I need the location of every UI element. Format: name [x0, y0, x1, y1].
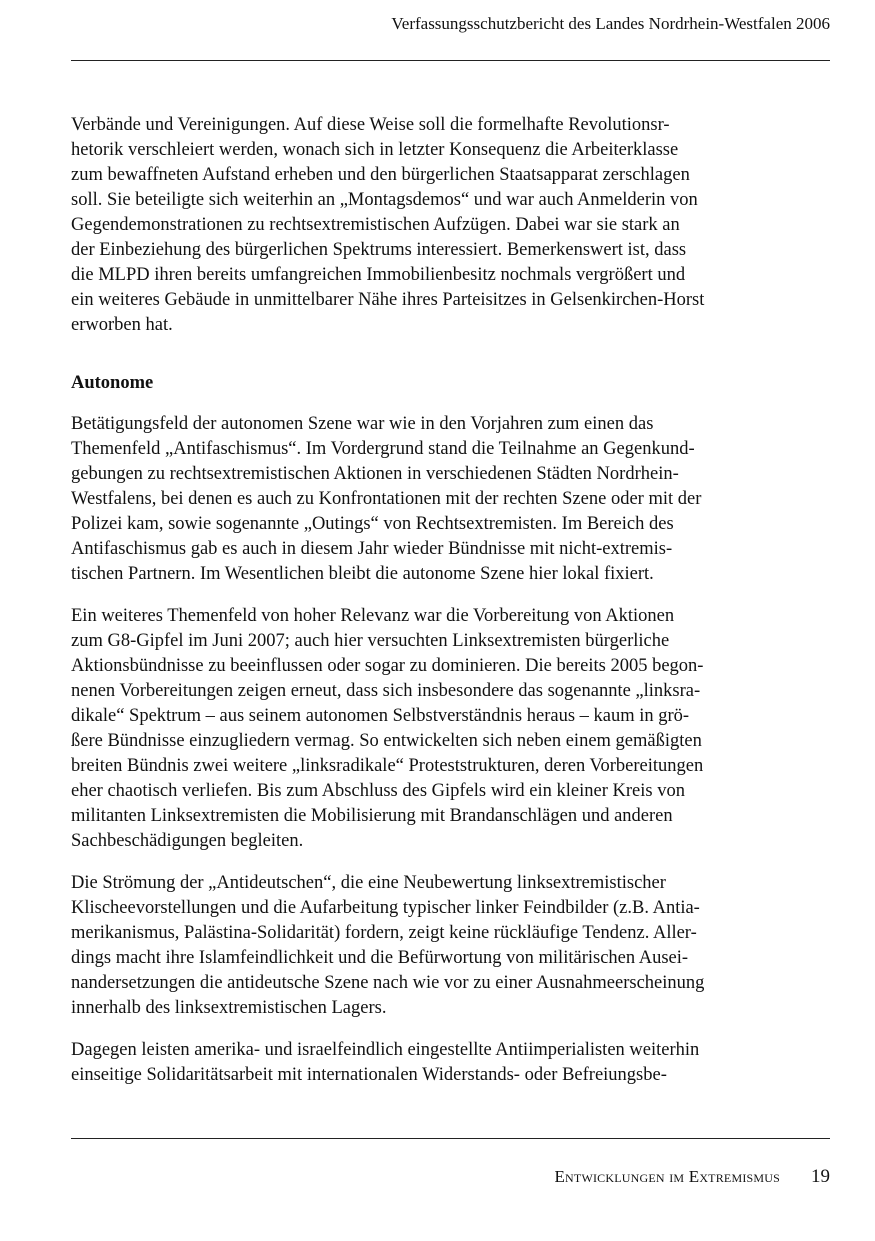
running-header: Verfassungsschutzbericht des Landes Nordrhein-Westfalen 2006: [391, 14, 830, 33]
text-line: die MLPD ihren bereits umfangreichen Immobilienbesitz nochmals vergrößert und: [71, 265, 686, 285]
text-line: nandersetzungen die antideutsche Szene nach wie vor zu einer Ausnahmeerscheinung: [71, 973, 705, 993]
text-line: militanten Linksextremisten die Mobilisierung mit Brandanschlägen und anderen: [71, 806, 673, 826]
paragraph-antideutsche: [71, 871, 791, 1021]
text-line: Gegendemonstrationen zu rechtsextremistischen Aufzügen. Dabei war sie stark an: [71, 215, 680, 235]
text-line: gebungen zu rechtsextremistischen Aktionen in verschiedenen Städten Nordrhein-: [71, 464, 679, 484]
footer-rule: [71, 1138, 830, 1139]
paragraph-antifaschismus: [71, 412, 791, 587]
text-line: zum bewaffneten Aufstand erheben und den bürgerlichen Staatsapparat zerschlagen: [71, 165, 690, 185]
text-line: eher chaotisch verliefen. Bis zum Abschluss des Gipfels wird ein kleiner Kreis von: [71, 781, 685, 801]
text-line: Ein weiteres Themenfeld von hoher Relevanz war die Vorbereitung von Aktionen: [71, 606, 675, 626]
text-line: Aktionsbündnisse zu beeinflussen oder sogar zu dominieren. Die bereits 2005 begon-: [71, 656, 704, 676]
text-line: einseitige Solidaritätsarbeit mit internationalen Widerstands- oder Befreiungsbe-: [71, 1065, 667, 1085]
paragraph-antiimperialisten: [71, 1038, 791, 1088]
header-rule: [71, 60, 830, 61]
text-line: ein weiteres Gebäude in unmittelbarer Nähe ihres Parteisitzes in Gelsenkirchen-Horst: [71, 290, 705, 310]
text-line: innerhalb des linksextremistischen Lagers.: [71, 998, 387, 1018]
text-line: ßere Bündnisse einzugliedern vermag. So entwickelten sich neben einem gemäßigten: [71, 731, 702, 751]
running-footer: [554, 1166, 830, 1188]
text-line: soll. Sie beteiligte sich weiterhin an „Montagsdemos“ und war auch Anmelderin von: [71, 190, 698, 210]
text-line: Antifaschismus gab es auch in diesem Jahr wieder Bündnisse mit nicht-extremis-: [71, 539, 673, 559]
page-body: [71, 113, 791, 1105]
text-line: Klischeevorstellungen und die Aufarbeitung typischer linker Feindbilder (z.B. Antia-: [71, 898, 700, 918]
footer-section-title: Entwicklungen im Extremismus: [554, 1167, 780, 1186]
text-line: zum G8-Gipfel im Juni 2007; auch hier versuchten Linksextremisten bürgerliche: [71, 631, 670, 651]
text-line: Betätigungsfeld der autonomen Szene war wie in den Vorjahren zum einen das: [71, 414, 654, 434]
section-heading-autonome: Autonome: [71, 373, 154, 393]
text-line: Verbände und Vereinigungen. Auf diese Weise soll die formelhafte Revolutionsr-: [71, 115, 670, 135]
page-number: 19: [811, 1166, 830, 1187]
text-line: Polizei kam, sowie sogenannte „Outings“ von Rechtsextremisten. Im Bereich des: [71, 514, 674, 534]
text-line: nenen Vorbereitungen zeigen erneut, dass sich insbesondere das sogenannte „linksra-: [71, 681, 701, 701]
text-line: merikanismus, Palästina-Solidarität) fordern, zeigt keine rückläufige Tendenz. Aller-: [71, 923, 697, 943]
text-line: Die Strömung der „Antideutschen“, die eine Neubewertung linksextremistischer: [71, 873, 666, 893]
paragraph-mlpd-continuation: [71, 113, 791, 338]
text-line: breiten Bündnis zwei weitere „linksradikale“ Proteststrukturen, deren Vorbereitungen: [71, 756, 704, 776]
paragraph-g8-gipfel: [71, 604, 791, 854]
text-line: Themenfeld „Antifaschismus“. Im Vordergrund stand die Teilnahme an Gegenkund-: [71, 439, 695, 459]
text-line: dings macht ihre Islamfeindlichkeit und die Befürwortung von militärischen Ausei-: [71, 948, 689, 968]
text-line: der Einbeziehung des bürgerlichen Spektrums interessiert. Bemerkenswert ist, dass: [71, 240, 687, 260]
text-line: hetorik verschleiert werden, wonach sich in letzter Konsequenz die Arbeiterklasse: [71, 140, 679, 160]
text-line: Westfalens, bei denen es auch zu Konfrontationen mit der rechten Szene oder mit der: [71, 489, 702, 509]
text-line: dikale“ Spektrum – aus seinem autonomen Selbstverständnis heraus – kaum in grö-: [71, 706, 690, 726]
text-line: Sachbeschädigungen begleiten.: [71, 831, 304, 851]
text-line: tischen Partnern. Im Wesentlichen bleibt die autonome Szene hier lokal fixiert.: [71, 564, 654, 584]
text-line: Dagegen leisten amerika- und israelfeindlich eingestellte Antiimperialisten weiterhin: [71, 1040, 700, 1060]
text-line: erworben hat.: [71, 315, 173, 335]
